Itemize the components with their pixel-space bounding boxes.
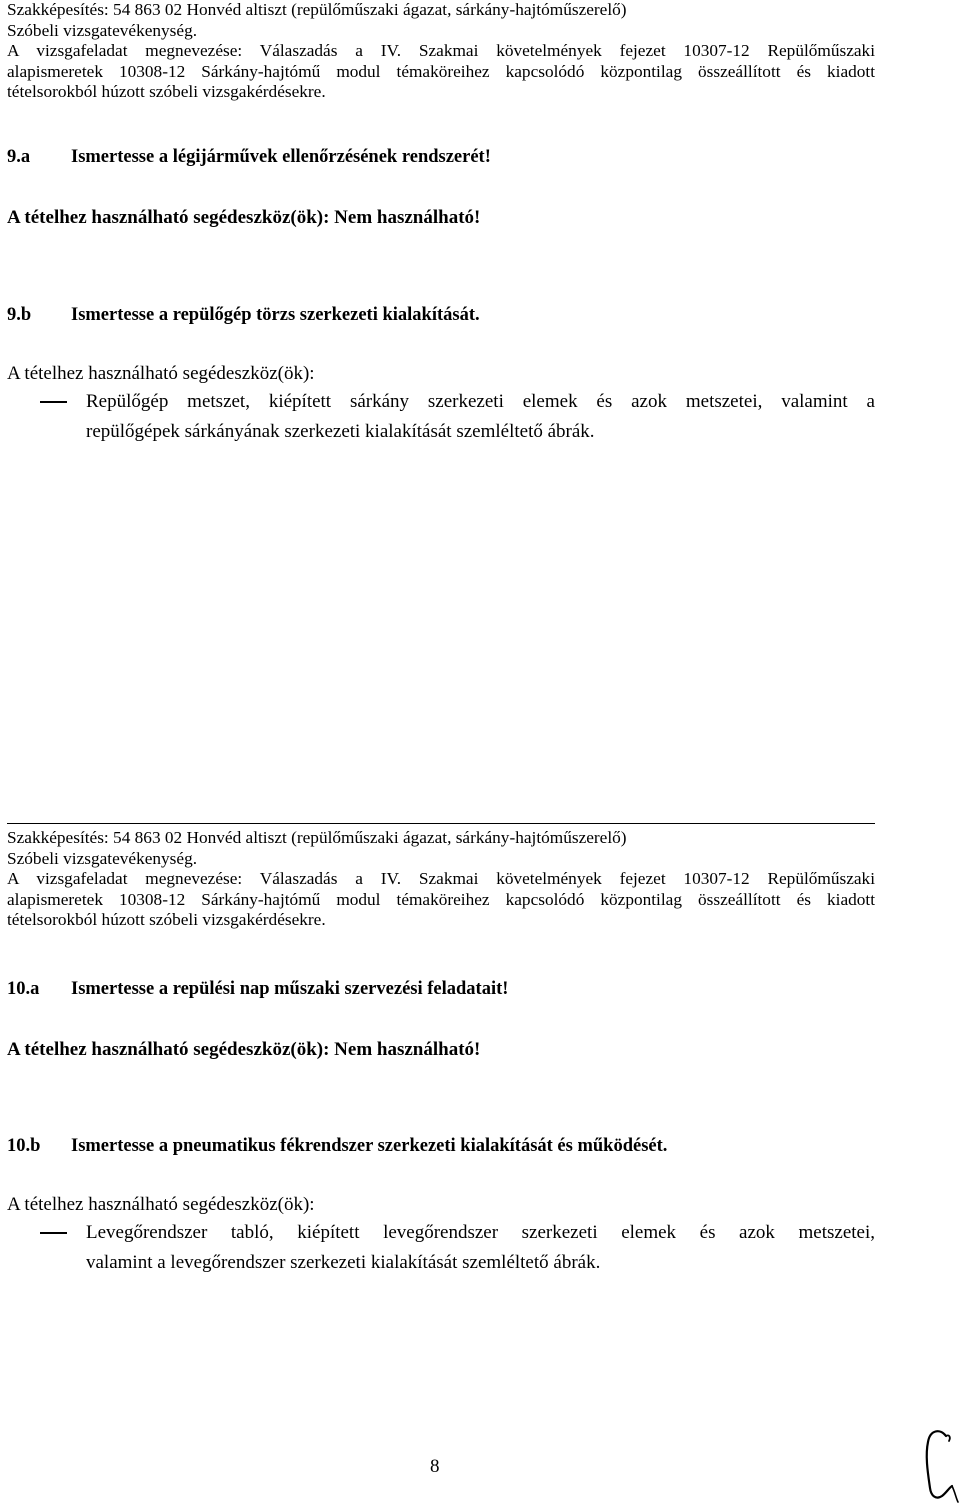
header-task-line: tételsorokból húzott szóbeli vizsgakérdésekre.: [7, 910, 326, 929]
header-task-line: alapismeretek 10308-12 Sárkány-hajtómű modul témaköreihez kapcsolódó központilag összeállított és kiadott: [7, 889, 875, 909]
exam-header-1: [7, 0, 875, 103]
question-number: 10.b: [7, 1136, 41, 1156]
header-activity: Szóbeli vizsgatevékenység.: [7, 848, 198, 868]
header-qualification: Szakképesítés: 54 863 02 Honvéd altiszt (repülőműszaki ágazat, sárkány-hajtóműszerelő): [7, 828, 627, 847]
question-9b: [7, 304, 480, 326]
question-10a: [7, 978, 508, 1000]
question-number: 9.a: [7, 147, 31, 167]
section-divider: [7, 823, 875, 824]
question-9b-aids-list: [7, 387, 875, 447]
question-10b: [7, 1135, 667, 1157]
question-9a: [7, 146, 491, 168]
signature-mark: [916, 1422, 960, 1503]
aid-text: valamint a levegőrendszer szerkezeti kialakítását szemléltető ábrák.: [86, 1252, 601, 1273]
page-number: 8: [430, 1456, 440, 1477]
question-9b-aids-label: A tételhez használható segédeszköz(ök):: [7, 363, 315, 384]
header-task-line: alapismeretek 10308-12 Sárkány-hajtómű modul témaköreihez kapcsolódó központilag összeállított és kiadott: [7, 61, 875, 81]
list-dash: [40, 401, 67, 403]
question-title: Ismertesse a pneumatikus fékrendszer szerkezeti kialakítását és működését.: [71, 1136, 668, 1156]
exam-header-2: [7, 828, 875, 931]
question-number: 9.b: [7, 305, 32, 325]
question-title: Ismertesse a légijárművek ellenőrzésének rendszerét!: [71, 147, 491, 167]
question-title: Ismertesse a repülőgép törzs szerkezeti kialakítását.: [71, 305, 480, 325]
aid-text: Repülőgép metszet, kiépített sárkány szerkezeti elemek és azok metszetei, valamint a: [86, 391, 875, 412]
question-number: 10.a: [7, 979, 40, 999]
question-10a-aids: A tételhez használható segédeszköz(ök): Nem használható!: [7, 1039, 481, 1060]
header-qualification: Szakképesítés: 54 863 02 Honvéd altiszt (repülőműszaki ágazat, sárkány-hajtóműszerelő): [7, 0, 627, 19]
question-title: Ismertesse a repülési nap műszaki szervezési feladatait!: [71, 979, 509, 999]
header-activity: Szóbeli vizsgatevékenység.: [7, 20, 198, 40]
aid-text: Levegőrendszer tabló, kiépített levegőrendszer szerkezeti elemek és azok metszetei,: [86, 1222, 875, 1243]
question-9a-aids: A tételhez használható segédeszköz(ök): Nem használható!: [7, 207, 481, 228]
header-task-line: tételsorokból húzott szóbeli vizsgakérdésekre.: [7, 82, 326, 101]
list-dash: [40, 1232, 67, 1234]
question-10b-aids-list: [7, 1218, 875, 1278]
aid-text: repülőgépek sárkányának szerkezeti kialakítását szemléltető ábrák.: [86, 421, 595, 442]
header-task-line: A vizsgafeladat megnevezése: Válaszadás a IV. Szakmai követelmények fejezet 10307-12 Repülőműszaki: [7, 869, 875, 888]
header-task-line: A vizsgafeladat megnevezése: Válaszadás a IV. Szakmai követelmények fejezet 10307-12 Repülőműszaki: [7, 41, 875, 60]
question-10b-aids-label: A tételhez használható segédeszköz(ök):: [7, 1194, 315, 1215]
